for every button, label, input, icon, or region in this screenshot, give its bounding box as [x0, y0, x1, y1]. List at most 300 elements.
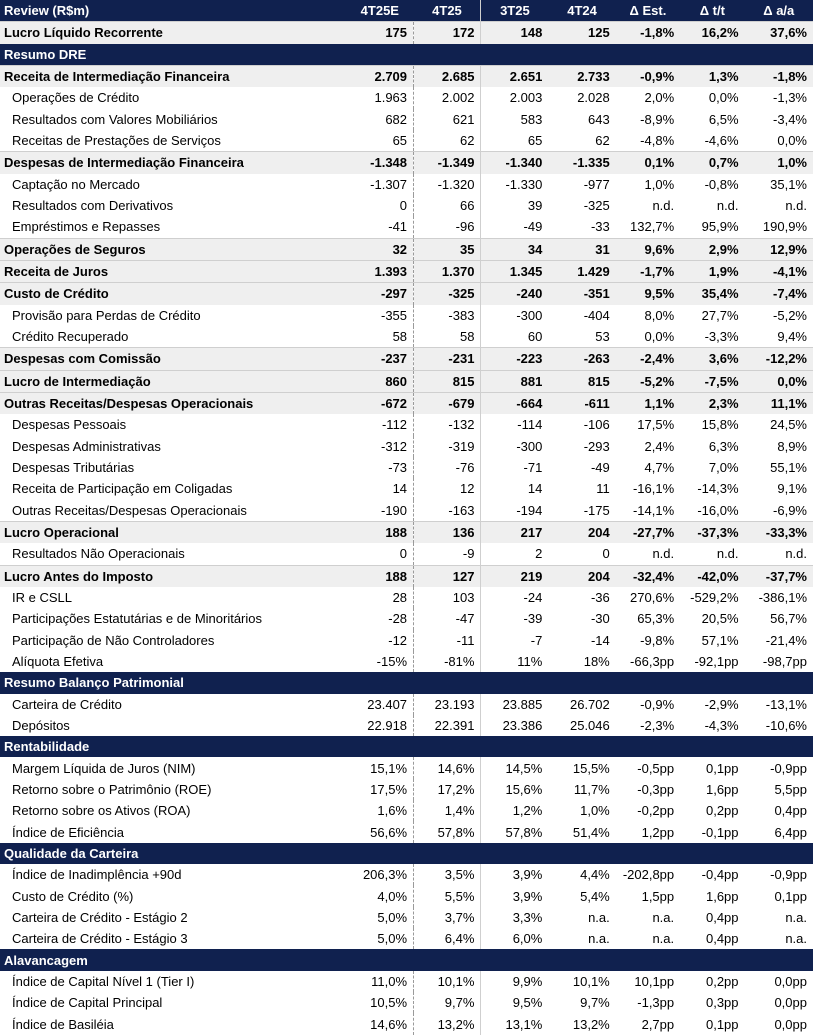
row-label: Margem Líquida de Juros (NIM) — [12, 760, 196, 776]
row-label: Despesas de Intermediação Financeira — [0, 152, 346, 174]
delta-cell: -32,4% — [616, 565, 680, 587]
delta-cell: 0,1pp — [705, 760, 739, 776]
delta-cell: -5,2% — [616, 370, 680, 392]
table-row — [0, 971, 813, 992]
value-cell: 1,6% — [377, 803, 408, 819]
row-label: Resultados com Derivativos — [12, 198, 174, 214]
value-cell: -41 — [388, 219, 408, 235]
row-label: Crédito Recuperado — [12, 329, 129, 345]
column-header: 4T25 — [414, 0, 481, 22]
value-cell: 136 — [414, 521, 481, 543]
value-cell: -240 — [481, 283, 548, 305]
delta-cell: 0,4pp — [705, 909, 739, 925]
delta-cell: 0,0% — [745, 370, 813, 392]
table-row — [0, 651, 813, 672]
value-cell: 621 — [414, 109, 481, 130]
row-label: Carteira de Crédito - Estágio 3 — [12, 931, 188, 947]
delta-cell: 95,9% — [701, 219, 739, 235]
delta-cell: -5,2% — [773, 307, 807, 323]
value-cell: 204 — [548, 565, 615, 587]
delta-cell: 0,2pp — [705, 973, 739, 989]
value-cell: 2.733 — [548, 65, 615, 87]
value-cell: 13,2% — [414, 1013, 481, 1034]
value-cell: -112 — [381, 417, 408, 433]
value-cell: 1.963 — [374, 90, 408, 106]
delta-cell: 9,1% — [777, 481, 807, 497]
row-label: Lucro Operacional — [0, 521, 346, 543]
delta-cell: -9,8% — [640, 632, 675, 648]
delta-cell: 12,9% — [745, 238, 813, 260]
delta-cell: n.d. — [652, 198, 675, 214]
value-cell: 103 — [414, 587, 481, 608]
delta-cell: -98,7pp — [762, 654, 807, 669]
delta-cell: 20,5% — [701, 611, 739, 627]
delta-cell: n.a. — [785, 909, 807, 925]
table-row — [0, 800, 813, 821]
value-cell: -76 — [414, 457, 481, 478]
value-cell: -114 — [481, 414, 548, 435]
value-cell: 62 — [595, 133, 610, 149]
value-cell: 23.885 — [481, 694, 548, 715]
value-cell: 1.370 — [414, 260, 481, 282]
value-cell: 58 — [414, 326, 481, 348]
value-cell: -1.335 — [548, 152, 615, 174]
delta-cell: 6,5% — [708, 111, 739, 127]
delta-cell: 56,7% — [770, 611, 807, 627]
delta-cell: n.a. — [652, 931, 675, 947]
value-cell: 881 — [481, 370, 548, 392]
value-cell: 23.193 — [414, 694, 481, 715]
value-cell: -237 — [346, 348, 413, 370]
value-cell: -1.348 — [346, 152, 413, 174]
value-cell: -293 — [583, 438, 610, 454]
value-cell: 14,5% — [481, 757, 548, 778]
column-header: Δ t/t — [680, 0, 744, 22]
delta-cell: -16,0% — [697, 502, 739, 518]
value-cell: -73 — [388, 460, 408, 476]
value-cell: -49 — [590, 460, 610, 476]
delta-cell: 37,6% — [745, 22, 813, 44]
delta-cell: 0,7% — [680, 152, 744, 174]
value-cell: 65 — [392, 133, 408, 149]
value-cell: 23.407 — [367, 696, 408, 712]
delta-cell: 5,5pp — [774, 781, 807, 797]
value-cell: 51,4% — [572, 824, 610, 840]
value-cell: 35 — [414, 238, 481, 260]
value-cell: 22.918 — [367, 717, 408, 733]
delta-cell: -37,7% — [745, 565, 813, 587]
value-cell: -106 — [583, 417, 610, 433]
summary-row — [0, 283, 813, 305]
row-label: Receita de Intermediação Financeira — [0, 65, 346, 87]
value-cell: -1.307 — [370, 176, 408, 192]
delta-cell: 1,6pp — [705, 781, 739, 797]
value-cell: 53 — [595, 329, 610, 345]
summary-row — [0, 348, 813, 370]
value-cell: 583 — [481, 109, 548, 130]
value-cell: -223 — [481, 348, 548, 370]
column-header: Δ a/a — [745, 0, 813, 22]
table-row — [0, 864, 813, 885]
delta-cell: n.a. — [785, 931, 807, 947]
row-label: Retorno sobre o Patrimônio (ROE) — [12, 781, 212, 797]
section-title: Resumo Balanço Patrimonial — [0, 672, 813, 693]
column-header: Δ Est. — [616, 0, 680, 22]
value-cell: 1.345 — [481, 260, 548, 282]
delta-cell: -0,4pp — [701, 867, 739, 883]
value-cell: 15,1% — [370, 760, 408, 776]
delta-cell: -12,2% — [745, 348, 813, 370]
value-cell: 31 — [548, 238, 615, 260]
value-cell: 15,6% — [481, 779, 548, 800]
value-cell: 1,2% — [481, 800, 548, 821]
value-cell: -11 — [414, 630, 481, 651]
table-row — [0, 478, 813, 499]
value-cell: -71 — [481, 457, 548, 478]
delta-cell: -4,3% — [704, 717, 739, 733]
value-cell: 10,1% — [414, 971, 481, 992]
delta-cell: 2,3% — [680, 392, 744, 414]
delta-cell: -92,1pp — [694, 654, 739, 669]
value-cell: -1.340 — [481, 152, 548, 174]
value-cell: -1.320 — [414, 174, 481, 195]
delta-cell: 2,0% — [644, 90, 675, 106]
value-cell: 9,9% — [481, 971, 548, 992]
value-cell: 13,2% — [572, 1016, 610, 1032]
summary-row — [0, 370, 813, 392]
row-label: Receita de Juros — [0, 260, 346, 282]
delta-cell: 6,4pp — [774, 824, 807, 840]
table-row — [0, 130, 813, 152]
value-cell: 11% — [481, 651, 548, 672]
value-cell: -1.330 — [481, 174, 548, 195]
row-label: Lucro de Intermediação — [0, 370, 346, 392]
delta-cell: -0,3pp — [637, 781, 675, 797]
value-cell: 60 — [481, 326, 548, 348]
delta-cell: -42,0% — [680, 565, 744, 587]
table-row — [0, 779, 813, 800]
value-cell: 11 — [596, 481, 610, 497]
delta-cell: -10,6% — [765, 717, 807, 733]
table-row — [0, 928, 813, 949]
table-row — [0, 109, 813, 130]
delta-cell: -27,7% — [616, 521, 680, 543]
column-header: 4T25E — [346, 0, 413, 22]
row-label: Índice de Basiléia — [12, 1016, 114, 1032]
value-cell: 14 — [481, 478, 548, 499]
table-row — [0, 326, 813, 348]
value-cell: -12 — [388, 632, 408, 648]
delta-cell: 2,9% — [680, 238, 744, 260]
value-cell: -7 — [481, 630, 548, 651]
value-cell: 58 — [392, 329, 408, 345]
value-cell: 5,0% — [377, 931, 408, 947]
table-row — [0, 630, 813, 651]
delta-cell: 35,1% — [770, 176, 807, 192]
value-cell: -404 — [583, 307, 610, 323]
value-cell: 11,7% — [573, 781, 610, 797]
row-label: Retorno sobre os Ativos (ROA) — [12, 803, 191, 819]
section-header-row — [0, 44, 813, 66]
table-row — [0, 87, 813, 108]
value-cell: -49 — [481, 216, 548, 238]
row-label: Receita de Participação em Coligadas — [12, 481, 233, 497]
summary-row — [0, 238, 813, 260]
delta-cell: -0,5pp — [637, 760, 675, 776]
row-label: Outras Receitas/Despesas Operacionais — [12, 502, 247, 518]
delta-cell: -4,6% — [704, 133, 739, 149]
table-row — [0, 992, 813, 1013]
value-cell: 1,4% — [414, 800, 481, 821]
summary-row — [0, 392, 813, 414]
row-label: Participações Estatutárias e de Minoritários — [12, 611, 263, 627]
delta-cell: 0,1pp — [774, 888, 807, 904]
section-title: Qualidade da Carteira — [0, 843, 813, 864]
table-row — [0, 1013, 813, 1034]
value-cell: 12 — [414, 478, 481, 499]
summary-row — [0, 260, 813, 282]
delta-cell: 3,6% — [680, 348, 744, 370]
delta-cell: 1,2pp — [641, 824, 675, 840]
delta-cell: 1,1% — [616, 392, 680, 414]
value-cell: 62 — [414, 130, 481, 152]
value-cell: -319 — [414, 436, 481, 457]
delta-cell: 0,0pp — [774, 1016, 807, 1032]
value-cell: 3,3% — [481, 907, 548, 928]
delta-cell: -2,9% — [704, 696, 739, 712]
row-label: Outras Receitas/Despesas Operacionais — [0, 392, 346, 414]
row-label: Carteira de Crédito — [12, 696, 122, 712]
value-cell: 3,9% — [481, 885, 548, 906]
delta-cell: -3,3% — [704, 329, 739, 345]
table-row — [0, 543, 813, 565]
value-cell: -355 — [381, 307, 408, 323]
value-cell: 14 — [392, 481, 408, 497]
row-label: Custo de Crédito (%) — [12, 888, 134, 904]
value-cell: 219 — [481, 565, 548, 587]
delta-cell: -66,3pp — [630, 654, 675, 669]
delta-cell: -386,1% — [758, 590, 807, 606]
table-header-row — [0, 0, 813, 22]
value-cell: 2.709 — [346, 65, 413, 87]
row-label: Resultados com Valores Mobiliários — [12, 111, 218, 127]
table-body — [0, 22, 813, 1035]
value-cell: -231 — [414, 348, 481, 370]
value-cell: 9,7% — [414, 992, 481, 1013]
delta-cell: -1,8% — [745, 65, 813, 87]
table-row — [0, 821, 813, 842]
delta-cell: 57,1% — [701, 632, 739, 648]
value-cell: -977 — [583, 176, 610, 192]
value-cell: 3,9% — [481, 864, 548, 885]
delta-cell: -14,1% — [632, 502, 675, 518]
delta-cell: -7,5% — [680, 370, 744, 392]
row-label: Custo de Crédito — [0, 283, 346, 305]
value-cell: 0 — [399, 546, 408, 562]
value-cell: -325 — [414, 283, 481, 305]
delta-cell: 1,6pp — [705, 888, 739, 904]
table-row — [0, 608, 813, 629]
value-cell: 1,0% — [580, 803, 610, 819]
value-cell: 643 — [588, 111, 610, 127]
value-cell: -14 — [590, 632, 610, 648]
column-header: 4T24 — [548, 0, 615, 22]
delta-cell: 4,7% — [644, 460, 675, 476]
value-cell: 1.429 — [548, 260, 615, 282]
value-cell: -194 — [481, 500, 548, 522]
row-label: Alíquota Efetiva — [12, 654, 104, 669]
row-label: Provisão para Perdas de Crédito — [12, 307, 201, 323]
delta-cell: 190,9% — [762, 219, 807, 235]
table-row — [0, 414, 813, 435]
value-cell: 3,7% — [414, 907, 481, 928]
value-cell: 5,0% — [377, 909, 408, 925]
delta-cell: 0,0% — [708, 90, 739, 106]
value-cell: 2 — [481, 543, 548, 565]
table-row — [0, 757, 813, 778]
value-cell: 217 — [481, 521, 548, 543]
summary-row — [0, 152, 813, 174]
value-cell: -300 — [481, 436, 548, 457]
value-cell: -263 — [548, 348, 615, 370]
delta-cell: 55,1% — [770, 460, 807, 476]
delta-cell: n.d. — [785, 198, 807, 214]
delta-cell: -0,9pp — [770, 760, 807, 776]
value-cell: 204 — [548, 521, 615, 543]
value-cell: 4,4% — [580, 867, 610, 883]
row-label: Despesas com Comissão — [0, 348, 346, 370]
value-cell: -1.349 — [414, 152, 481, 174]
delta-cell: 1,3% — [680, 65, 744, 87]
value-cell: -312 — [381, 438, 408, 454]
row-label: IR e CSLL — [12, 590, 72, 606]
delta-cell: 27,7% — [701, 307, 739, 323]
delta-cell: 8,0% — [644, 307, 675, 323]
row-label: Operações de Crédito — [12, 90, 140, 106]
value-cell: 815 — [548, 370, 615, 392]
value-cell: 15,5% — [572, 760, 610, 776]
table-row — [0, 457, 813, 478]
value-cell: -163 — [414, 500, 481, 522]
value-cell: 17,5% — [370, 781, 408, 797]
delta-cell: -13,1% — [765, 696, 807, 712]
value-cell: -9 — [414, 543, 481, 565]
value-cell: 860 — [346, 370, 413, 392]
delta-cell: 8,9% — [777, 438, 807, 454]
value-cell: 4,0% — [377, 888, 408, 904]
value-cell: 57,8% — [481, 821, 548, 842]
delta-cell: -4,8% — [640, 133, 675, 149]
delta-cell: -37,3% — [680, 521, 744, 543]
delta-cell: 0,4pp — [705, 931, 739, 947]
table-row — [0, 174, 813, 195]
value-cell: 2.028 — [577, 90, 610, 106]
delta-cell: -529,2% — [690, 590, 739, 606]
delta-cell: -33,3% — [745, 521, 813, 543]
delta-cell: 15,8% — [701, 417, 739, 433]
delta-cell: 9,4% — [777, 329, 807, 345]
table-title: Review (R$m) — [0, 0, 346, 22]
delta-cell: -4,1% — [745, 260, 813, 282]
delta-cell: 17,5% — [637, 417, 675, 433]
value-cell: 0 — [602, 546, 610, 562]
row-label: Operações de Seguros — [0, 238, 346, 260]
row-label: Despesas Pessoais — [12, 417, 127, 433]
section-header-row — [0, 843, 813, 864]
delta-cell: -0,8% — [704, 176, 739, 192]
row-label: Receitas de Prestações de Serviços — [12, 133, 221, 149]
value-cell: 5,4% — [580, 888, 610, 904]
value-cell: -297 — [346, 283, 413, 305]
value-cell: 39 — [481, 195, 548, 216]
delta-cell: 24,5% — [770, 417, 807, 433]
value-cell: 2.003 — [481, 87, 548, 108]
value-cell: -47 — [414, 608, 481, 629]
value-cell: 815 — [414, 370, 481, 392]
value-cell: 148 — [481, 22, 548, 44]
row-label: Resultados Não Operacionais — [12, 546, 185, 562]
table-row — [0, 500, 813, 522]
delta-cell: -0,9pp — [770, 867, 807, 883]
value-cell: 3,5% — [414, 864, 481, 885]
delta-cell: 16,2% — [680, 22, 744, 44]
row-label: Lucro Líquido Recorrente — [0, 22, 346, 44]
value-cell: 6,0% — [481, 928, 548, 949]
delta-cell: 0,1% — [616, 152, 680, 174]
delta-cell: -1,3% — [773, 90, 807, 106]
delta-cell: -16,1% — [632, 481, 675, 497]
table-row — [0, 195, 813, 216]
row-label: Despesas Tributárias — [12, 460, 135, 476]
value-cell: 34 — [481, 238, 548, 260]
value-cell: 682 — [385, 111, 408, 127]
value-cell: 17,2% — [414, 779, 481, 800]
value-cell: 172 — [414, 22, 481, 44]
delta-cell: -7,4% — [745, 283, 813, 305]
value-cell: 0 — [399, 198, 408, 214]
delta-cell: -1,8% — [616, 22, 680, 44]
delta-cell: 9,5% — [616, 283, 680, 305]
value-cell: n.a. — [588, 931, 610, 947]
row-label: Depósitos — [12, 717, 70, 733]
delta-cell: 11,1% — [745, 392, 813, 414]
value-cell: 1.393 — [346, 260, 413, 282]
section-title: Alavancagem — [0, 949, 813, 970]
value-cell: -351 — [548, 283, 615, 305]
row-label: Índice de Inadimplência +90d — [12, 867, 182, 883]
delta-cell: -1,3pp — [637, 995, 675, 1011]
delta-cell: 132,7% — [630, 219, 675, 235]
value-cell: -39 — [481, 608, 548, 629]
delta-cell: -3,4% — [773, 111, 807, 127]
row-label: Índice de Capital Nível 1 (Tier I) — [12, 973, 195, 989]
column-header: 3T25 — [481, 0, 548, 22]
value-cell: 125 — [548, 22, 615, 44]
value-cell: 2.002 — [414, 87, 481, 108]
delta-cell: -0,2pp — [637, 803, 675, 819]
delta-cell: 10,1pp — [634, 973, 675, 989]
delta-cell: -0,9% — [616, 65, 680, 87]
value-cell: 14,6% — [370, 1016, 408, 1032]
value-cell: -679 — [414, 392, 481, 414]
row-label: Empréstimos e Repasses — [12, 219, 161, 235]
delta-cell: -202,8pp — [622, 867, 675, 883]
row-label: Índice de Eficiência — [12, 824, 125, 840]
value-cell: -325 — [583, 198, 610, 214]
row-label: Índice de Capital Principal — [12, 995, 163, 1011]
value-cell: -190 — [381, 502, 408, 518]
value-cell: -611 — [548, 392, 615, 414]
